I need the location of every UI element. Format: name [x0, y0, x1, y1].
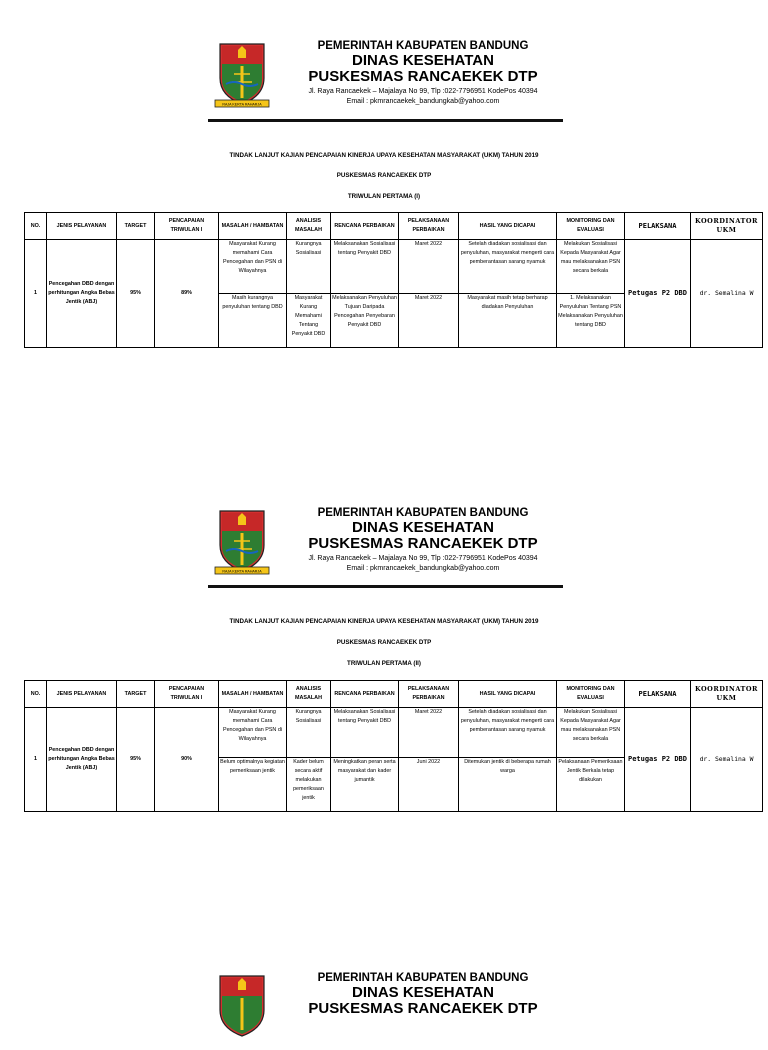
letterhead-line2: DINAS KESEHATAN: [352, 52, 494, 69]
cell-pelaksanaan: Juni 2022: [399, 758, 459, 812]
header-rencana: RENCANA PERBAIKAN: [331, 681, 399, 708]
cell-hasil: Setelah diadakan sosialisasi dan penyuluhan, masyarakat mengerti cara pemberantasan sarang nyamuk: [459, 708, 557, 758]
header-rencana: RENCANA PERBAIKAN: [331, 213, 399, 240]
doc-title: TINDAK LANJUT KAJIAN PENCAPAIAN KINERJA UPAYA KESEHATAN MASYARAKAT (UKM) TAHUN 2019: [229, 618, 539, 625]
letterhead-line2: DINAS KESEHATAN: [352, 519, 494, 536]
cell-pelaksanaan: Maret 2022: [399, 708, 459, 758]
letterhead-divider: [208, 585, 563, 588]
letterhead-text: [288, 40, 558, 106]
header-target: TARGET: [117, 681, 155, 708]
kabupaten-bandung-logo: [212, 507, 272, 577]
header-target: TARGET: [117, 213, 155, 240]
cell-analisis: Kader belum secara aktif melakukan pemeriksaan jentik: [287, 758, 331, 812]
cell-jenis: Pencegahan DBD dengan perhitungan Angka Bebas Jentik (ABJ): [47, 240, 117, 348]
header-analisis: ANALISIS MASALAH: [287, 213, 331, 240]
header-jenis: JENIS PELAYANAN: [47, 681, 117, 708]
table-header-row: [25, 213, 763, 240]
cell-koordinator: dr. Semalina W: [691, 708, 763, 812]
cell-masalah: Masih kurangnya penyuluhan tentang DBD: [219, 294, 287, 348]
letterhead-line2: DINAS KESEHATAN: [352, 984, 494, 1001]
cell-rencana: Melaksanakan Sosialisasi tentang Penyakit DBD: [331, 240, 399, 294]
kabupaten-bandung-logo: [212, 972, 272, 1042]
cell-target: 95%: [117, 708, 155, 812]
table-row: [25, 240, 763, 294]
cell-monitoring: 1. Melaksanakan Penyuluhan Tentang PSN Melaksanakan Penyuluhan tentang DBD: [557, 294, 625, 348]
cell-pelaksana: Petugas P2 DBD: [625, 708, 691, 812]
cell-hasil: Masyarakat masih tetap berharap diadakan Penyuluhan: [459, 294, 557, 348]
cell-monitoring: Melakukan Sosialisasi Kepada Masyarakat Agar mau melaksanakan PSN secara berkala: [557, 240, 625, 294]
table-header-row: [25, 681, 763, 708]
letterhead-line3: PUSKESMAS RANCAEKEK DTP: [308, 1000, 538, 1017]
cell-hasil: Ditemukan jentik di beberapa rumah warga: [459, 758, 557, 812]
letterhead: [208, 40, 563, 118]
doc-subtitle: PUSKESMAS RANCAEKEK DTP: [336, 639, 432, 646]
header-no: NO.: [25, 681, 47, 708]
header-pelaksana: PELAKSANA: [625, 681, 691, 708]
cell-jenis: Pencegahan DBD dengan perhitungan Angka Bebas Jentik (ABJ): [47, 708, 117, 812]
header-no: NO.: [25, 213, 47, 240]
letterhead: [208, 972, 563, 1050]
cell-pelaksanaan: Maret 2022: [399, 294, 459, 348]
cell-masalah: Belum optimalnya kegiatan pemeriksaan jentik: [219, 758, 287, 812]
header-pelaksana: PELAKSANA: [625, 213, 691, 240]
letterhead-text: [288, 507, 558, 573]
cell-pelaksanaan: Maret 2022: [399, 240, 459, 294]
cell-analisis: Kurangnya Sosialisasi: [287, 240, 331, 294]
letterhead-address: Jl. Raya Rancaekek – Majalaya No 99, Tlp :022-7796951 KodePos 40394: [308, 555, 538, 562]
header-koordinator: KOORDINATOR UKM: [691, 213, 763, 240]
cell-no: 1: [25, 708, 47, 812]
header-pencapaian: PENCAPAIAN TRIWULAN I: [155, 213, 219, 240]
header-analisis: ANALISIS MASALAH: [287, 681, 331, 708]
cell-analisis: Masyarakat Kurang Memahami Tentang Penyakit DBD: [287, 294, 331, 348]
cell-rencana: Meningkatkan peran serta masyarakat dan kader jumantik: [331, 758, 399, 812]
header-hasil: HASIL YANG DICAPAI: [459, 213, 557, 240]
cell-rencana: Melaksanakan Sosialisasi tentang Penyakit DBD: [331, 708, 399, 758]
cell-masalah: Masyarakat Kurang memahami Cara Pencegahan dan PSN di Wilayahnya: [219, 708, 287, 758]
letterhead-line1: PEMERINTAH KABUPATEN BANDUNG: [317, 40, 529, 52]
period-title: TRIWULAN PERTAMA (I): [347, 193, 421, 200]
header-pelaksanaan: PELAKSANAAN PERBAIKAN: [399, 213, 459, 240]
header-koordinator: KOORDINATOR UKM: [691, 681, 763, 708]
logo-banner-text: RAJA KERTA RAHARJA: [222, 569, 262, 574]
header-masalah: MASALAH / HAMBATAN: [219, 681, 287, 708]
letterhead-address: Jl. Raya Rancaekek – Majalaya No 99, Tlp :022-7796951 KodePos 40394: [308, 88, 538, 95]
report-table: [24, 212, 763, 348]
letterhead-line1: PEMERINTAH KABUPATEN BANDUNG: [317, 972, 529, 984]
letterhead-email: Email : pkmrancaekek_bandungkab@yahoo.com: [346, 565, 500, 572]
cell-target: 95%: [117, 240, 155, 348]
header-hasil: HASIL YANG DICAPAI: [459, 681, 557, 708]
cell-pencapaian: 90%: [155, 708, 219, 812]
cell-pelaksana: Petugas P2 DBD: [625, 240, 691, 348]
header-pelaksanaan: PELAKSANAAN PERBAIKAN: [399, 681, 459, 708]
letterhead-line1: PEMERINTAH KABUPATEN BANDUNG: [317, 507, 529, 519]
header-masalah: MASALAH / HAMBATAN: [219, 213, 287, 240]
letterhead-email: Email : pkmrancaekek_bandungkab@yahoo.com: [346, 98, 500, 105]
doc-subtitle: PUSKESMAS RANCAEKEK DTP: [336, 172, 432, 179]
doc-title: TINDAK LANJUT KAJIAN PENCAPAIAN KINERJA UPAYA KESEHATAN MASYARAKAT (UKM) TAHUN 2019: [229, 152, 539, 159]
cell-analisis: Kurangnya Sosialisasi: [287, 708, 331, 758]
cell-masalah: Masyarakat Kurang memahami Cara Pencegahan dan PSN di Wilayahnya: [219, 240, 287, 294]
letterhead-text: [288, 972, 558, 1017]
report-table: [24, 680, 763, 812]
letterhead-divider: [208, 119, 563, 122]
cell-monitoring: Melakukan Sosialisasi Kepada Masyarakat Agar mau melaksanakan PSN secara berkala: [557, 708, 625, 758]
period-title: TRIWULAN PERTAMA (II): [347, 660, 421, 667]
header-monitoring: MONITORING DAN EVALUASI: [557, 213, 625, 240]
kabupaten-bandung-logo: [212, 40, 272, 110]
letterhead-line3: PUSKESMAS RANCAEKEK DTP: [308, 68, 538, 85]
logo-banner-text: RAJA KERTA RAHARJA: [222, 102, 262, 107]
header-pencapaian: PENCAPAIAN TRIWULAN I: [155, 681, 219, 708]
cell-pencapaian: 89%: [155, 240, 219, 348]
letterhead: [208, 507, 563, 585]
cell-hasil: Setelah diadakan sosialisasi dan penyuluhan, masyarakat mengerti cara pemberantasan sarang nyamuk: [459, 240, 557, 294]
cell-koordinator: dr. Semalina W: [691, 240, 763, 348]
cell-monitoring: Pelaksanaan Pemeriksaan Jentik Berkala tetap dilakukan: [557, 758, 625, 812]
cell-no: 1: [25, 240, 47, 348]
table-row: [25, 708, 763, 758]
letterhead-line3: PUSKESMAS RANCAEKEK DTP: [308, 535, 538, 552]
header-jenis: JENIS PELAYANAN: [47, 213, 117, 240]
cell-rencana: Melaksanakan Penyuluhan Tujuan Daripada Pencegahan Penyebaran Penyakit DBD: [331, 294, 399, 348]
header-monitoring: MONITORING DAN EVALUASI: [557, 681, 625, 708]
